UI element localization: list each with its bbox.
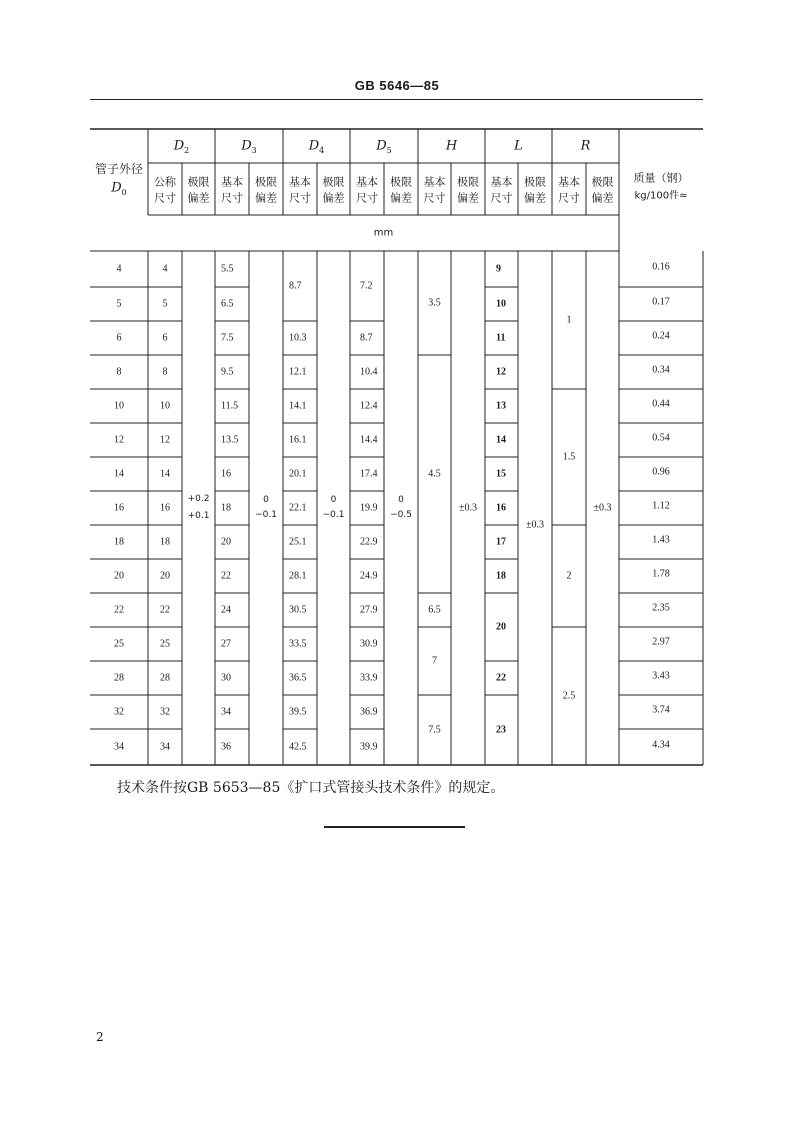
d5-cell: 8.7 xyxy=(360,332,373,344)
l-cell: 20 xyxy=(496,621,506,633)
d3-cell: 5.5 xyxy=(221,263,234,275)
outer-diameter-cell: 8 xyxy=(116,366,122,378)
d4-cell: 36.5 xyxy=(289,672,307,684)
d5-cell: 30.9 xyxy=(360,638,378,650)
subheader-label: 偏差 xyxy=(524,191,546,205)
mass-cell: 3.43 xyxy=(652,670,670,682)
d2-cell: 12 xyxy=(160,434,170,446)
subheader-label: 尺寸 xyxy=(356,191,378,205)
subheader-label: 公称 xyxy=(154,175,176,189)
l-cell: 10 xyxy=(496,298,506,310)
d4-cell: 42.5 xyxy=(289,741,307,753)
subheader-label: 偏差 xyxy=(457,191,479,205)
mass-cell: 1.78 xyxy=(652,568,670,580)
mass-cell: 0.34 xyxy=(652,364,670,376)
d5-cell: 12.4 xyxy=(360,400,378,412)
h-cell: 3.5 xyxy=(428,297,441,309)
l-cell: 12 xyxy=(496,366,506,378)
l-cell: 14 xyxy=(496,434,506,446)
d2-cell: 8 xyxy=(162,366,168,378)
group-header-symbol: $D_4$ xyxy=(308,138,325,155)
h-cell: 6.5 xyxy=(428,604,441,616)
page-number: 2 xyxy=(96,1030,104,1044)
mass-header-label: 质量（钢） xyxy=(633,171,689,185)
d5-cell: 19.9 xyxy=(360,502,378,514)
subheader-label: 基本 xyxy=(558,175,580,189)
page-header-title: GB 5646—85 xyxy=(354,78,440,93)
d3-cell: 22 xyxy=(221,570,231,582)
mass-cell: 2.35 xyxy=(652,602,670,614)
outer-diameter-cell: 10 xyxy=(114,400,124,412)
subheader-label: 偏差 xyxy=(591,191,614,205)
outer-diameter-cell: 12 xyxy=(114,434,124,446)
outer-diameter-cell: 5 xyxy=(116,298,122,310)
d4-cell: 30.5 xyxy=(289,604,307,616)
subheader-label: 尺寸 xyxy=(423,191,446,205)
d5-cell: 27.9 xyxy=(360,604,378,616)
d4-cell: 10.3 xyxy=(289,332,307,344)
group-header-symbol: $D_2$ xyxy=(173,138,190,155)
d2-cell: 22 xyxy=(160,604,170,616)
subheader-label: 尺寸 xyxy=(558,191,580,205)
mass-cell: 0.96 xyxy=(652,466,670,478)
outer-diameter-cell: 28 xyxy=(114,672,124,684)
l-cell: 13 xyxy=(496,400,506,412)
d3-cell: 6.5 xyxy=(221,298,234,310)
outer-diameter-cell: 22 xyxy=(114,604,124,616)
d2-cell: 5 xyxy=(162,298,168,310)
d5-cell: 33.9 xyxy=(360,672,378,684)
l-cell: 23 xyxy=(496,724,506,736)
d4-tolerance: −0.1 xyxy=(322,510,345,520)
r-cell: 1.5 xyxy=(562,451,576,463)
subheader-label: 基本 xyxy=(356,175,378,189)
unit-label: mm xyxy=(373,227,394,239)
mass-cell: 1.43 xyxy=(652,534,670,546)
row-header-label: 管子外径 xyxy=(94,162,144,176)
subheader-label: 尺寸 xyxy=(221,191,243,205)
subheader-label: 尺寸 xyxy=(154,191,176,205)
h-cell: 7 xyxy=(432,655,437,667)
d3-tolerance: 0 xyxy=(263,495,269,505)
d2-cell: 10 xyxy=(160,400,170,412)
d5-tolerance: 0 xyxy=(398,495,404,505)
d4-cell: 16.1 xyxy=(289,434,307,446)
subheader-label: 极限 xyxy=(457,175,479,189)
d2-cell: 14 xyxy=(160,468,170,480)
subheader-label: 尺寸 xyxy=(289,191,311,205)
d3-cell: 24 xyxy=(221,604,231,616)
mass-cell: 4.34 xyxy=(652,739,670,751)
d4-cell: 14.1 xyxy=(289,400,307,412)
subheader-label: 偏差 xyxy=(187,191,210,205)
d4-cell: 22.1 xyxy=(289,502,307,514)
l-cell: 9 xyxy=(496,263,501,275)
d3-cell: 16 xyxy=(221,468,231,480)
d3-cell: 9.5 xyxy=(221,366,234,378)
mass-cell: 0.17 xyxy=(652,296,670,308)
outer-diameter-cell: 4 xyxy=(116,263,122,275)
outer-diameter-cell: 16 xyxy=(114,502,124,514)
d3-cell: 13.5 xyxy=(221,434,239,446)
subheader-label: 基本 xyxy=(289,175,311,189)
subheader-label: 偏差 xyxy=(390,191,412,205)
d5-cell: 17.4 xyxy=(360,468,378,480)
mass-cell: 1.12 xyxy=(652,500,670,512)
d2-cell: 16 xyxy=(160,502,170,514)
group-header-symbol: $D_5$ xyxy=(376,138,392,155)
d3-cell: 20 xyxy=(221,536,231,548)
d2-cell: 20 xyxy=(160,570,170,582)
r-tolerance: ±0.3 xyxy=(593,502,612,514)
l-cell: 17 xyxy=(496,536,506,548)
outer-diameter-cell: 25 xyxy=(114,638,124,650)
d4-tolerance: 0 xyxy=(330,495,337,505)
d5-cell: 36.9 xyxy=(360,706,378,718)
d3-cell: 7.5 xyxy=(221,332,234,344)
group-header-symbol: $D_3$ xyxy=(241,138,257,155)
outer-diameter-cell: 14 xyxy=(114,468,124,480)
d4-cell: 33.5 xyxy=(289,638,307,650)
d3-cell: 30 xyxy=(221,672,231,684)
l-cell: 16 xyxy=(496,502,506,514)
d2-cell: 6 xyxy=(162,332,168,344)
subheader-label: 基本 xyxy=(221,175,243,189)
outer-diameter-cell: 34 xyxy=(114,741,124,753)
mass-cell: 0.24 xyxy=(652,330,670,342)
d3-cell: 27 xyxy=(221,638,231,650)
subheader-label: 基本 xyxy=(490,175,513,189)
d5-cell: 14.4 xyxy=(360,434,378,446)
r-cell: 2.5 xyxy=(562,690,576,702)
mass-header-unit: kg/100件≈ xyxy=(634,190,688,202)
outer-diameter-cell: 32 xyxy=(114,706,124,718)
h-tolerance: ±0.3 xyxy=(459,502,477,514)
outer-diameter-cell: 6 xyxy=(116,332,122,344)
d4-cell: 28.1 xyxy=(289,570,307,582)
d5-cell: 7.2 xyxy=(360,280,373,292)
d2-tolerance: +0.1 xyxy=(187,511,210,521)
d2-tolerance: +0.2 xyxy=(187,494,210,504)
d4-cell: 25.1 xyxy=(289,536,307,548)
l-cell: 11 xyxy=(496,332,506,344)
d3-cell: 34 xyxy=(221,706,231,718)
mass-cell: 3.74 xyxy=(652,704,670,716)
d4-cell: 20.1 xyxy=(289,468,307,480)
subheader-label: 偏差 xyxy=(322,191,345,205)
subheader-label: 极限 xyxy=(524,175,546,189)
subheader-label: 基本 xyxy=(423,175,446,189)
d5-cell: 24.9 xyxy=(360,570,378,582)
l-cell: 18 xyxy=(496,570,506,582)
subheader-label: 极限 xyxy=(255,175,277,189)
l-tolerance: ±0.3 xyxy=(526,519,544,531)
r-cell: 1 xyxy=(566,314,572,326)
d2-cell: 32 xyxy=(160,706,170,718)
subheader-label: 极限 xyxy=(591,175,614,189)
d3-tolerance: −0.1 xyxy=(255,510,277,520)
mass-cell: 2.97 xyxy=(652,636,670,648)
l-cell: 15 xyxy=(496,468,506,480)
d4-cell: 12.1 xyxy=(289,366,307,378)
group-header-symbol: L xyxy=(514,138,523,154)
d2-cell: 34 xyxy=(160,741,170,753)
d5-cell: 39.9 xyxy=(360,741,378,753)
outer-diameter-cell: 20 xyxy=(114,570,124,582)
subheader-label: 极限 xyxy=(390,175,412,189)
d3-cell: 18 xyxy=(221,502,231,514)
l-cell: 22 xyxy=(496,672,506,684)
d5-cell: 10.4 xyxy=(360,366,378,378)
d2-cell: 25 xyxy=(160,638,170,650)
mass-cell: 0.44 xyxy=(652,398,670,410)
h-cell: 7.5 xyxy=(428,724,441,736)
h-cell: 4.5 xyxy=(428,468,441,480)
mass-cell: 0.16 xyxy=(652,261,670,273)
d4-cell: 8.7 xyxy=(289,280,302,292)
r-cell: 2 xyxy=(566,570,572,582)
d2-cell: 4 xyxy=(162,263,168,275)
d5-tolerance: −0.5 xyxy=(390,510,412,520)
technical-note: 技术条件按GB 5653—85《扩口式管接头技术条件》的规定。 xyxy=(117,780,505,796)
subheader-label: 偏差 xyxy=(255,191,277,205)
d4-cell: 39.5 xyxy=(289,706,307,718)
row-header-symbol: $D_0$ xyxy=(111,180,127,197)
subheader-label: 尺寸 xyxy=(490,191,513,205)
group-header-symbol: H xyxy=(445,138,458,154)
end-divider xyxy=(324,826,465,828)
d5-cell: 22.9 xyxy=(360,536,378,548)
d3-cell: 36 xyxy=(221,741,231,753)
subheader-label: 极限 xyxy=(322,175,345,189)
outer-diameter-cell: 18 xyxy=(114,536,124,548)
d2-cell: 28 xyxy=(160,672,170,684)
mass-cell: 0.54 xyxy=(652,432,670,444)
group-header-symbol: R xyxy=(580,138,591,154)
d2-cell: 18 xyxy=(160,536,170,548)
subheader-label: 极限 xyxy=(187,175,210,189)
d3-cell: 11.5 xyxy=(221,400,239,412)
